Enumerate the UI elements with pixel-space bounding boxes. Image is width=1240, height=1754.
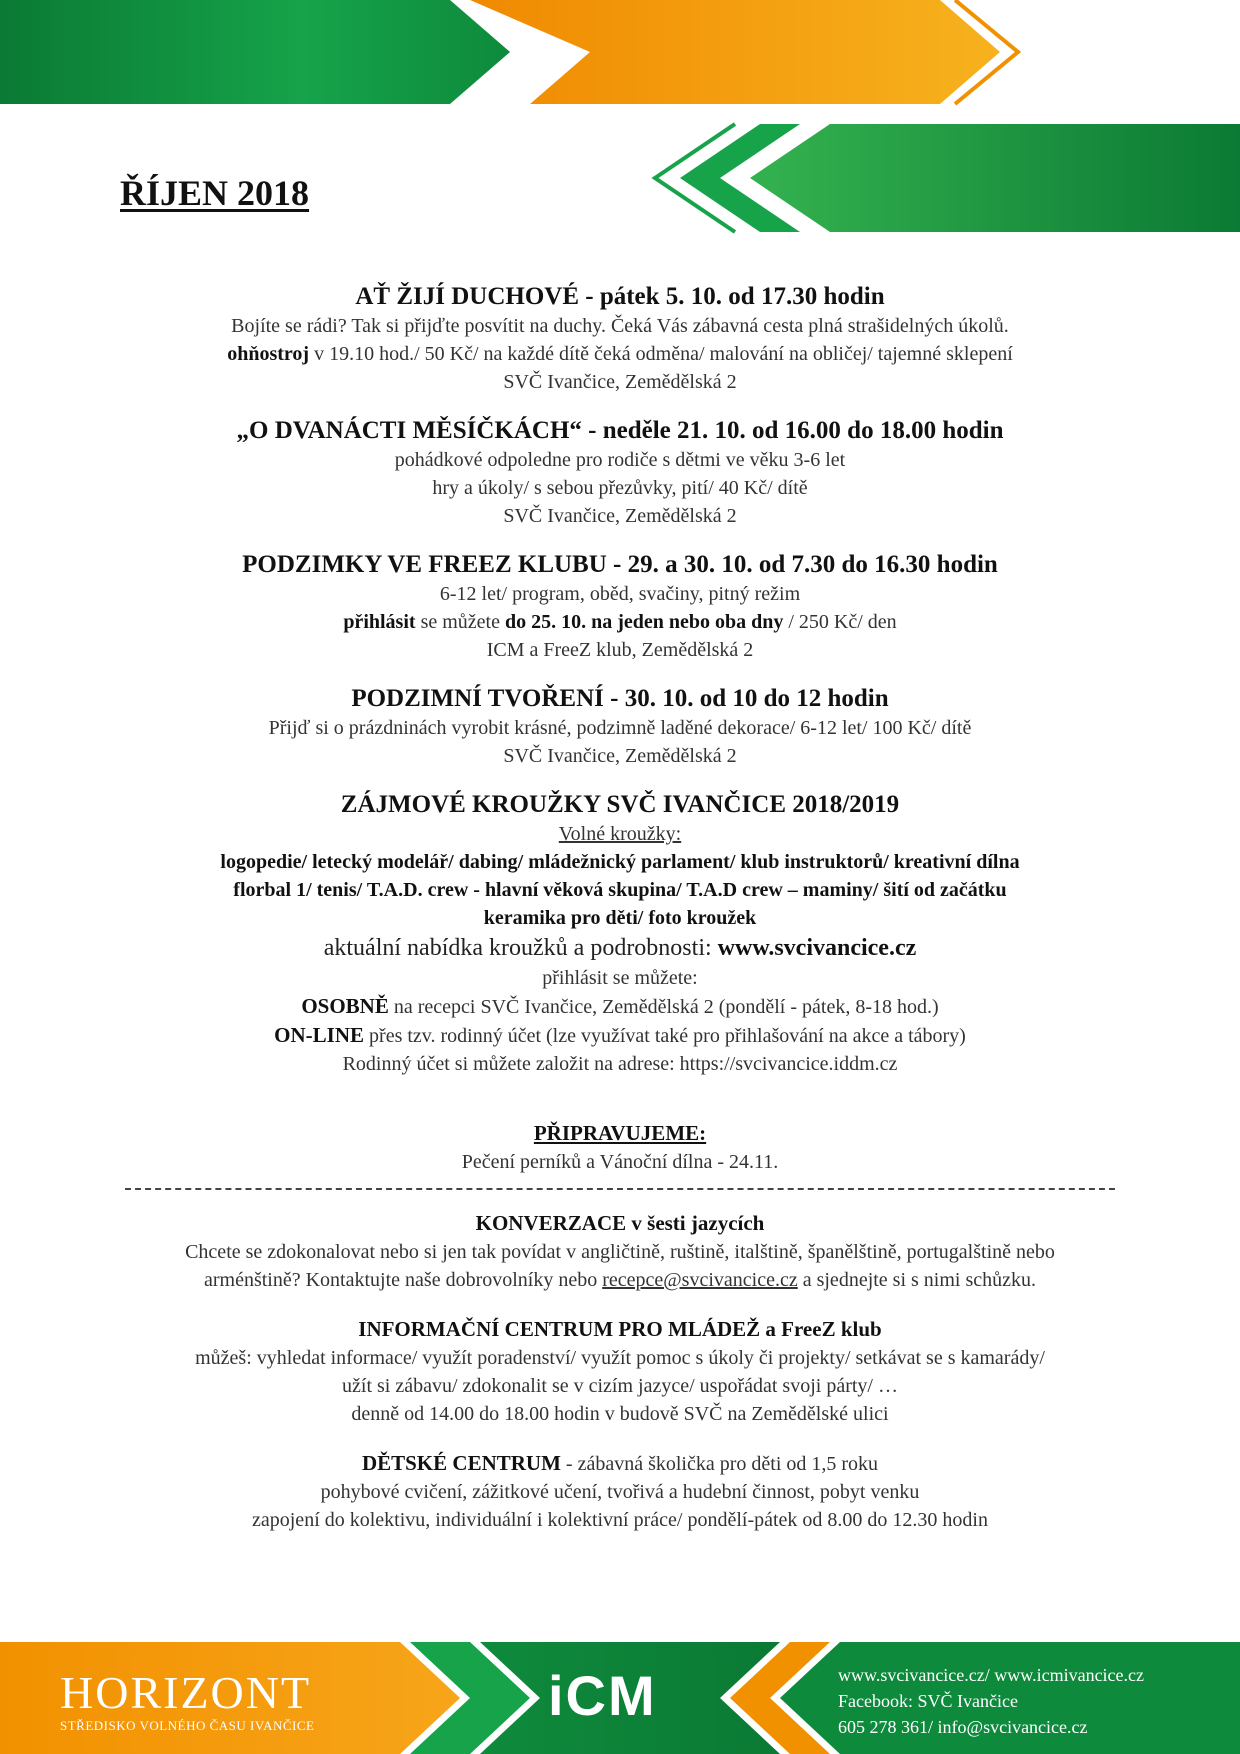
icm-line: můžeš: vyhledat informace/ využít poradenství/ využít pomoc s úkoly či projekty/ setkávat se s kamarády/ bbox=[195, 1347, 1045, 1369]
event-location: SVČ Ivančice, Zemědělská 2 bbox=[503, 371, 737, 393]
conversation-text: arménštině? Kontaktujte naše dobrovolníky nebo bbox=[203, 1269, 603, 1291]
clubs-free-label: Volné kroužky: bbox=[558, 823, 682, 845]
logo-name: HORIZONT bbox=[60, 1667, 312, 1718]
signup-personal bbox=[0, 992, 1240, 1021]
signup-intro: přihlásit se můžete: bbox=[542, 967, 698, 989]
event-details: hry a úkoly/ s sebou přezůvky, pití/ 40 Kč/ dítě bbox=[432, 477, 808, 499]
event-details bbox=[0, 340, 1240, 368]
family-account: Rodinný účet si můžete založit na adrese: https://svcivancice.iddm.cz bbox=[342, 1053, 898, 1075]
signup-online-text: přes tzv. rodinný účet (lze využívat také pro přihlašování na akce a tábory) bbox=[364, 1025, 966, 1047]
event-autumn-crafts bbox=[0, 684, 1240, 770]
preparing-text: Pečení perníků a Vánoční dílna - 24.11. bbox=[461, 1151, 779, 1173]
event-details bbox=[0, 608, 1240, 636]
event-description: pohádkové odpoledne pro rodiče s dětmi ve věku 3-6 let bbox=[394, 449, 846, 471]
kids-line: zapojení do kolektivu, individuální i kolektivní práce/ pondělí-pátek od 8.00 do 12.30 hodin bbox=[252, 1509, 988, 1531]
logo-tagline: STŘEDISKO VOLNÉHO ČASU IVANČICE bbox=[60, 1718, 315, 1733]
event-description: Přijď si o prázdninách vyrobit krásné, podzimně laděné dekorace/ 6-12 let/ 100 Kč/ dítě bbox=[268, 717, 972, 739]
signup-personal-text: na recepci SVČ Ivančice, Zemědělská 2 (pondělí - pátek, 8-18 hod.) bbox=[388, 996, 939, 1018]
event-details-price: / 250 Kč/ den bbox=[783, 611, 897, 633]
page-title: ŘÍJEN 2018 bbox=[120, 173, 310, 213]
conversation-heading: KONVERZACE v šesti jazycích bbox=[475, 1211, 765, 1235]
signup-online bbox=[0, 1021, 1240, 1050]
clubs-list-line: logopedie/ letecký modelář/ dabing/ mládežnický parlament/ klub instruktorů/ kreativní dílna bbox=[220, 851, 1020, 873]
header-green-bar bbox=[750, 124, 1240, 232]
clubs-heading: ZÁJMOVÉ KROUŽKY SVČ IVANČICE 2018/2019 bbox=[340, 791, 900, 818]
preparing-section bbox=[0, 1118, 1240, 1176]
horizont-logo bbox=[60, 1667, 315, 1734]
footer-banner bbox=[0, 1642, 1240, 1754]
event-heading: „O DVANÁCTI MĚSÍČKÁCH“ - neděle 21. 10. od 16.00 do 18.00 hodin bbox=[236, 417, 1004, 444]
email-link[interactable]: recepce@svcivancice.cz bbox=[602, 1269, 798, 1291]
signup-online-bold: ON-LINE bbox=[274, 1023, 365, 1047]
kids-heading-bold: DĚTSKÉ CENTRUM bbox=[361, 1451, 561, 1475]
kids-line: pohybové cvičení, zážitkové učení, tvořivá a hudební činnost, pobyt venku bbox=[320, 1481, 920, 1503]
main-content bbox=[0, 282, 1240, 1554]
event-heading: PODZIMNÍ TVOŘENÍ - 30. 10. od 10 do 12 hodin bbox=[351, 685, 889, 712]
icm-line: denně od 14.00 do 18.00 hodin v budově SVČ na Zemědělské ulici bbox=[351, 1403, 889, 1425]
clubs-offer-text: aktuální nabídka kroužků a podrobnosti: bbox=[323, 935, 718, 961]
footer-websites[interactable]: www.svcivancice.cz/ www.icmivancice.cz bbox=[838, 1665, 1145, 1685]
footer-contact bbox=[838, 1662, 1144, 1740]
header-green-arrow bbox=[0, 0, 510, 104]
event-location: SVČ Ivančice, Zemědělská 2 bbox=[503, 505, 737, 527]
icm-section bbox=[0, 1314, 1240, 1428]
event-podzimky bbox=[0, 550, 1240, 664]
clubs-offer-url[interactable]: www.svcivancice.cz bbox=[717, 935, 917, 961]
kids-heading-text: - zábavná školička pro děti od 1,5 roku bbox=[560, 1453, 879, 1475]
kids-section bbox=[0, 1448, 1240, 1534]
conversation-text-end: a sjednejte si s nimi schůzku. bbox=[797, 1269, 1037, 1291]
icm-heading: INFORMAČNÍ CENTRUM PRO MLÁDEŽ a FreeZ klub bbox=[358, 1317, 882, 1341]
clubs-list-line: florbal 1/ tenis/ T.A.D. crew - hlavní věková skupina/ T.A.D crew – maminy/ šití od začátku bbox=[233, 879, 1007, 901]
event-description: 6-12 let/ program, oběd, svačiny, pitný režim bbox=[439, 583, 801, 605]
event-ghosts bbox=[0, 282, 1240, 396]
event-heading: PODZIMKY VE FREEZ KLUBU - 29. a 30. 10. od 7.30 do 16.30 hodin bbox=[242, 551, 998, 578]
event-location: SVČ Ivančice, Zemědělská 2 bbox=[503, 745, 737, 767]
clubs-section bbox=[0, 790, 1240, 1078]
kids-heading bbox=[0, 1448, 1240, 1478]
event-heading: AŤ ŽIJÍ DUCHOVÉ - pátek 5. 10. od 17.30 hodin bbox=[355, 283, 885, 310]
event-details-bold-deadline: do 25. 10. na jeden nebo oba dny bbox=[504, 611, 784, 633]
conversation-line: Chcete se zdokonalovat nebo si jen tak povídat v angličtině, ruštině, italštině, španělštině, portugalštině nebo bbox=[185, 1241, 1055, 1263]
clubs-offer bbox=[0, 932, 1240, 964]
conversation-line bbox=[0, 1266, 1240, 1294]
conversation-section bbox=[0, 1208, 1240, 1294]
clubs-list-line: keramika pro děti/ foto kroužek bbox=[483, 907, 757, 929]
event-twelve-months bbox=[0, 416, 1240, 530]
dashed-divider bbox=[125, 1188, 1115, 1190]
event-details-bold: přihlásit bbox=[343, 611, 416, 633]
event-description: Bojíte se rádi? Tak si přijďte posvítit na duchy. Čeká Vás zábavná cesta plná strašidelných úkolů. bbox=[231, 315, 1009, 337]
preparing-heading: PŘIPRAVUJEME: bbox=[533, 1121, 707, 1145]
event-details-text: se můžete bbox=[415, 611, 505, 633]
event-details-bold: ohňostroj bbox=[227, 343, 310, 365]
signup-personal-bold: OSOBNĚ bbox=[301, 994, 389, 1018]
header-orange-arrow bbox=[470, 0, 1000, 104]
event-location: ICM a FreeZ klub, Zemědělská 2 bbox=[486, 639, 754, 661]
event-details-text: v 19.10 hod./ 50 Kč/ na každé dítě čeká odměna/ malování na obličej/ tajemné sklepení bbox=[309, 343, 1013, 365]
footer-phone-email[interactable]: 605 278 361/ info@svcivancice.cz bbox=[838, 1717, 1088, 1737]
footer-facebook[interactable]: Facebook: SVČ Ivančice bbox=[838, 1691, 1018, 1711]
icm-line: užít si zábavu/ zdokonalit se v cizím jazyce/ uspořádat svoji párty/ … bbox=[342, 1375, 898, 1397]
icm-logo: iCM bbox=[548, 1664, 657, 1727]
